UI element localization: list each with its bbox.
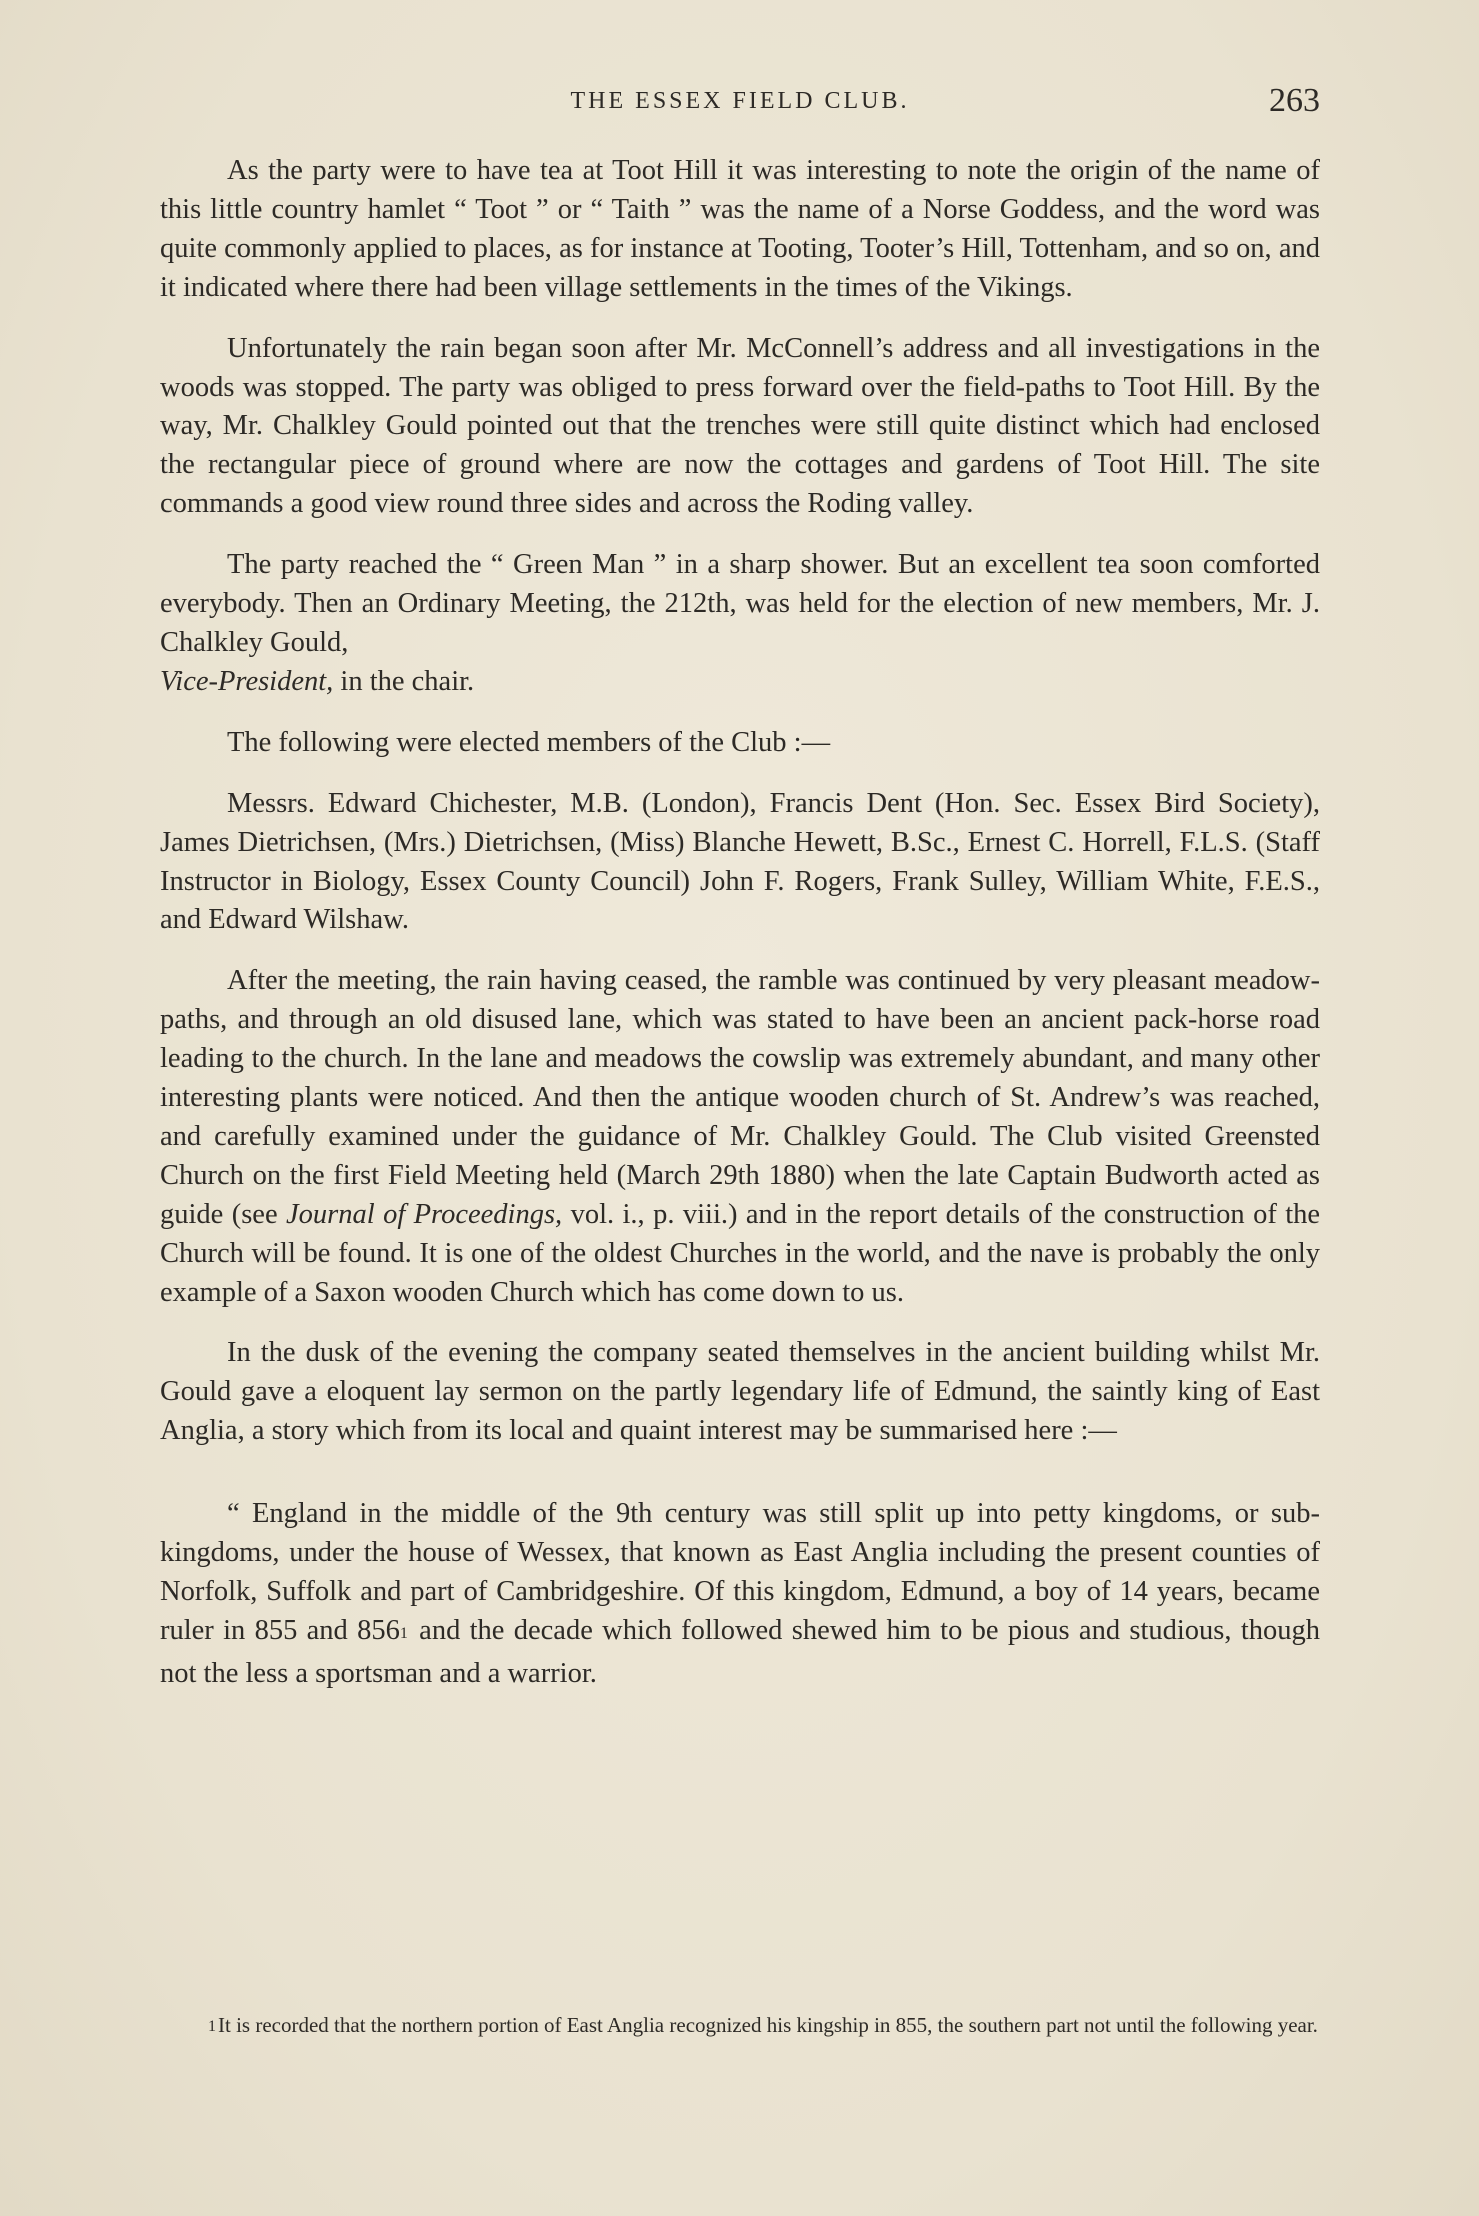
footnote-marker: 1 <box>208 2018 216 2035</box>
vice-president-title: Vice-President, <box>160 665 334 697</box>
journal-title: Journal of Proceedings, <box>286 1198 563 1230</box>
paragraph-england-end: and the decade which followed shewed him to be pious and studious, though not the less a sportsman and a warrior. <box>160 1614 1320 1689</box>
paragraph-green-man <box>160 546 1320 702</box>
footnote-reference: 1 <box>399 1624 408 1642</box>
paragraph-england-quote <box>160 1495 1320 1694</box>
running-head: THE ESSEX FIELD CLUB. <box>570 88 910 114</box>
page-number: 263 <box>1269 82 1320 119</box>
footnote <box>160 2012 1320 2041</box>
paragraph-members-list: Messrs. Edward Chichester, M.B. (London), Francis Dent (Hon. Sec. Essex Bird Society), James Dietrichsen, (Mrs.) Dietrichsen, (Miss) Blanche Hewett, B.Sc., Ernest C. Horrell, F.L.S. (Staff Instructor in Biology, Essex County Council) John F. Rogers, Frank Sulley, William White, F.E.S., and Edward Wilshaw. <box>160 787 1320 936</box>
paragraph-elected-intro: The following were elected members of the Club :— <box>227 726 831 758</box>
paragraph-ramble-text: After the meeting, the rain having ceased, the ramble was continued by very pleasant meadow-paths, and through an old disused lane, which was stated to have been an ancient pack-horse road leading to the church. In the lane and meadows the cowslip was extremely abundant, and many other interesting plants were noticed. And then the antique wooden church of St. Andrew’s was reached, and carefully examined under the guidance of Mr. Chalkley Gould. The Club visited Greensted Church on the first Field Meeting held (March 29th 1880) when the late Captain Budworth acted as guide (see <box>160 965 1320 1230</box>
page-header <box>160 82 1320 122</box>
paragraph-toot-hill: As the party were to have tea at Toot Hill it was interesting to note the origin of the name of this little country hamlet “ Toot ” or “ Taith ” was the name of a Norse Goddess, and the word was quite commonly applied to places, as for instance at Tooting, Tooter’s Hill, Tottenham, and so on, and it indicated where there had been village settlements in the times of the Vikings. <box>160 155 1320 303</box>
paragraph-sermon: In the dusk of the evening the company seated themselves in the ancient building whilst Mr. Gould gave a eloquent lay sermon on the partly legendary life of Edmund, the saintly king of East Anglia, a story which from its local and quaint interest may be summarised here :— <box>160 1337 1320 1447</box>
paragraph-ramble <box>160 962 1320 1312</box>
footnote-text: It is recorded that the northern portion of East Anglia recognized his kingship in 855, the southern part not until the following year. <box>218 2013 1318 2037</box>
paragraph-england-text: “ England in the middle of the 9th century was still split up into petty kingdoms, or sub-kingdoms, under the house of Wessex, that known as East Anglia including the present counties of Norfolk, Suffolk and part of Cambridgeshire. Of this kingdom, Edmund, a boy of 14 years, became ruler in 855 and 856 <box>160 1498 1320 1646</box>
footnote-text-block <box>160 2012 1320 2041</box>
paragraph-ramble-end: vol. i., p. viii.) and in the report details of the construction of the Church will be found. It is one of the oldest Churches in the world, and the nave is probably the only example of a Saxon wooden Church which has come down to us. <box>160 1198 1321 1308</box>
body-text <box>160 152 1320 1716</box>
paragraph-rain: Unfortunately the rain began soon after Mr. McConnell’s address and all investigations in the woods was stopped. The party was obliged to press forward over the field-paths to Toot Hill. By the way, Mr. Chalkley Gould pointed out that the trenches were still quite distinct which had enclosed the rectangular piece of ground where are now the cottages and gardens of Toot Hill. The site commands a good view round three sides and across the Roding valley. <box>160 332 1320 520</box>
paragraph-green-man-end: in the chair. <box>340 665 475 697</box>
paragraph-green-man-text: The party reached the “ Green Man ” in a sharp shower. But an excellent tea soon comforted everybody. Then an Ordinary Meeting, the 212th, was held for the election of new members, Mr. J. Chalkley Gould, <box>160 549 1320 658</box>
